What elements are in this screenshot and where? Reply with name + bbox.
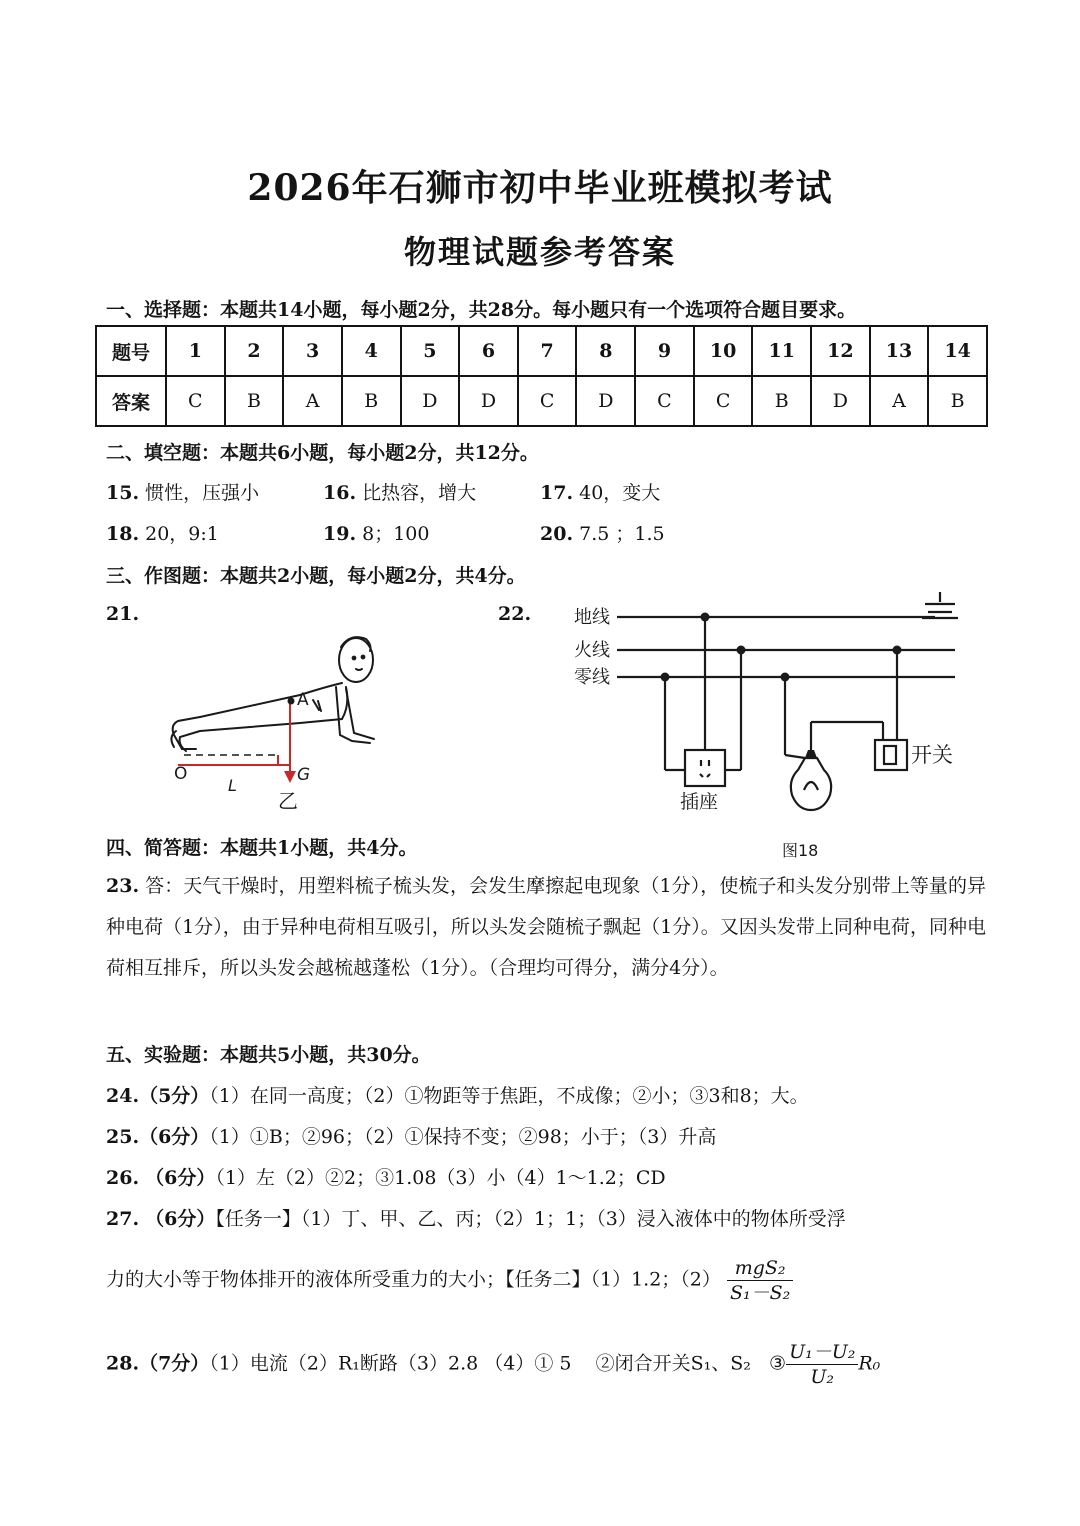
- answer-cell: A: [283, 376, 342, 426]
- fill-item-19: 19. 8；100: [323, 523, 430, 545]
- answer-cell: A: [870, 376, 929, 426]
- answer-cell: C: [694, 376, 753, 426]
- fill-item-17: 17. 40，变大: [540, 482, 661, 504]
- fill-item-15: 15. 惯性，压强小: [106, 482, 260, 504]
- pushup-figure: [160, 625, 390, 815]
- q27-answer-line2: 力的大小等于物体排开的液体所受重力的大小；【任务二】（1）1.2；（2） $\frac{\text{mgS₂}}{\text{S₁－S₂}}$: [106, 1256, 793, 1305]
- answer-cell: C: [518, 376, 577, 426]
- answer-cell: C: [635, 376, 694, 426]
- question-number: 5: [401, 326, 460, 376]
- q25-answer: 25.（6分）（1）①B；②96；（2）①保持不变；②98；小于；（3）升高: [106, 1126, 717, 1148]
- q28-fraction: $\frac{\text{U₁－U₂}}{\text{U₂}}$: [786, 1340, 858, 1389]
- row-label-number: 题号: [96, 326, 166, 376]
- q21-number: 21.: [106, 603, 140, 625]
- page-subtitle: 物理试题参考答案: [403, 233, 676, 271]
- answer-cell: B: [342, 376, 401, 426]
- page-title: 2026年石狮市初中毕业班模拟考试: [247, 167, 833, 209]
- switch-label: 开关: [911, 743, 953, 767]
- socket-label: 插座: [680, 791, 719, 813]
- section2-heading: 二、填空题：本题共6小题，每小题2分，共12分。: [106, 442, 539, 464]
- q24-answer: 24.（5分）（1）在同一高度；（2）①物距等于焦距，不成像；②小；③3和8；大。: [106, 1085, 809, 1107]
- q27-fraction: $\frac{\text{mgS₂}}{\text{S₁－S₂}}$: [727, 1256, 793, 1305]
- section5-heading: 五、实验题：本题共5小题，共30分。: [106, 1044, 431, 1066]
- figure-caption: 乙: [278, 789, 298, 813]
- question-number: 9: [635, 326, 694, 376]
- earth-wire-label: 地线: [574, 607, 610, 628]
- question-number: 1: [166, 326, 225, 376]
- table-row-numbers: [96, 326, 987, 376]
- point-a-label: A: [297, 690, 309, 710]
- answer-cell: D: [811, 376, 870, 426]
- answer-cell: B: [928, 376, 987, 426]
- answer-cell: D: [576, 376, 635, 426]
- lever-arm-label: L: [228, 776, 237, 795]
- question-number: 12: [811, 326, 870, 376]
- section3-heading: 三、作图题：本题共2小题，每小题2分，共4分。: [106, 565, 526, 587]
- table-row-answers: [96, 376, 987, 426]
- figure-number: 图18: [782, 841, 819, 860]
- section4-heading: 四、简答题：本题共1小题，共4分。: [106, 837, 418, 859]
- question-number: 2: [225, 326, 284, 376]
- section1-heading: 一、选择题：本题共14小题，每小题2分，共28分。每小题只有一个选项符合题目要求。: [106, 299, 857, 321]
- gravity-label: G: [297, 765, 311, 785]
- live-wire-label: 火线: [574, 640, 610, 661]
- answer-cell: D: [401, 376, 460, 426]
- q26-answer: 26. （6分）（1）左（2）②2；③1.08（3）小（4）1～1.2；CD: [106, 1167, 666, 1189]
- question-number: 4: [342, 326, 401, 376]
- question-number: 11: [752, 326, 811, 376]
- question-number: 3: [283, 326, 342, 376]
- answer-cell: B: [752, 376, 811, 426]
- fill-item-20: 20. 7.5 ；1.5: [540, 523, 665, 545]
- answer-cell: D: [459, 376, 518, 426]
- neutral-wire-label: 零线: [574, 667, 610, 688]
- q23-answer: 23. 答：天气干燥时，用塑料梳子梳头发，会发生摩擦起电现象（1分），使梳子和头发分别带上等量的异种电荷（1分），由于异种电荷相互吸引，所以头发会随梳子飘起（1分）。又因头发带上同种电荷，同种电荷相互排斥，所以头发会越梳越蓬松（1分）。（合理均可得分，满分4分）。: [106, 875, 986, 979]
- question-number: 14: [928, 326, 987, 376]
- fill-item-18: 18. 20，9:1: [106, 523, 219, 545]
- question-number: 6: [459, 326, 518, 376]
- circuit-diagram: [560, 590, 980, 870]
- fill-item-16: 16. 比热容，增大: [323, 482, 477, 504]
- question-number: 13: [870, 326, 929, 376]
- q27-answer-line1: 27. （6分）【任务一】（1）丁、甲、乙、丙；（2）1；1；（3）浸入液体中的物体所受浮: [106, 1208, 846, 1230]
- question-number: 8: [576, 326, 635, 376]
- q28-answer: 28.（7分）（1）电流（2）R₁断路（3）2.8 （4）① 5 ②闭合开关S₁、S₂ ③ $\frac{\text{U₁－U₂}}{\text{U₂}}$ R₀: [106, 1341, 881, 1388]
- answer-cell: B: [225, 376, 284, 426]
- q22-number: 22.: [498, 603, 532, 625]
- question-number: 10: [694, 326, 753, 376]
- answer-table: [95, 325, 988, 427]
- row-label-answer: 答案: [96, 376, 166, 426]
- answer-cell: C: [166, 376, 225, 426]
- point-o-label: O: [174, 764, 188, 784]
- question-number: 7: [518, 326, 577, 376]
